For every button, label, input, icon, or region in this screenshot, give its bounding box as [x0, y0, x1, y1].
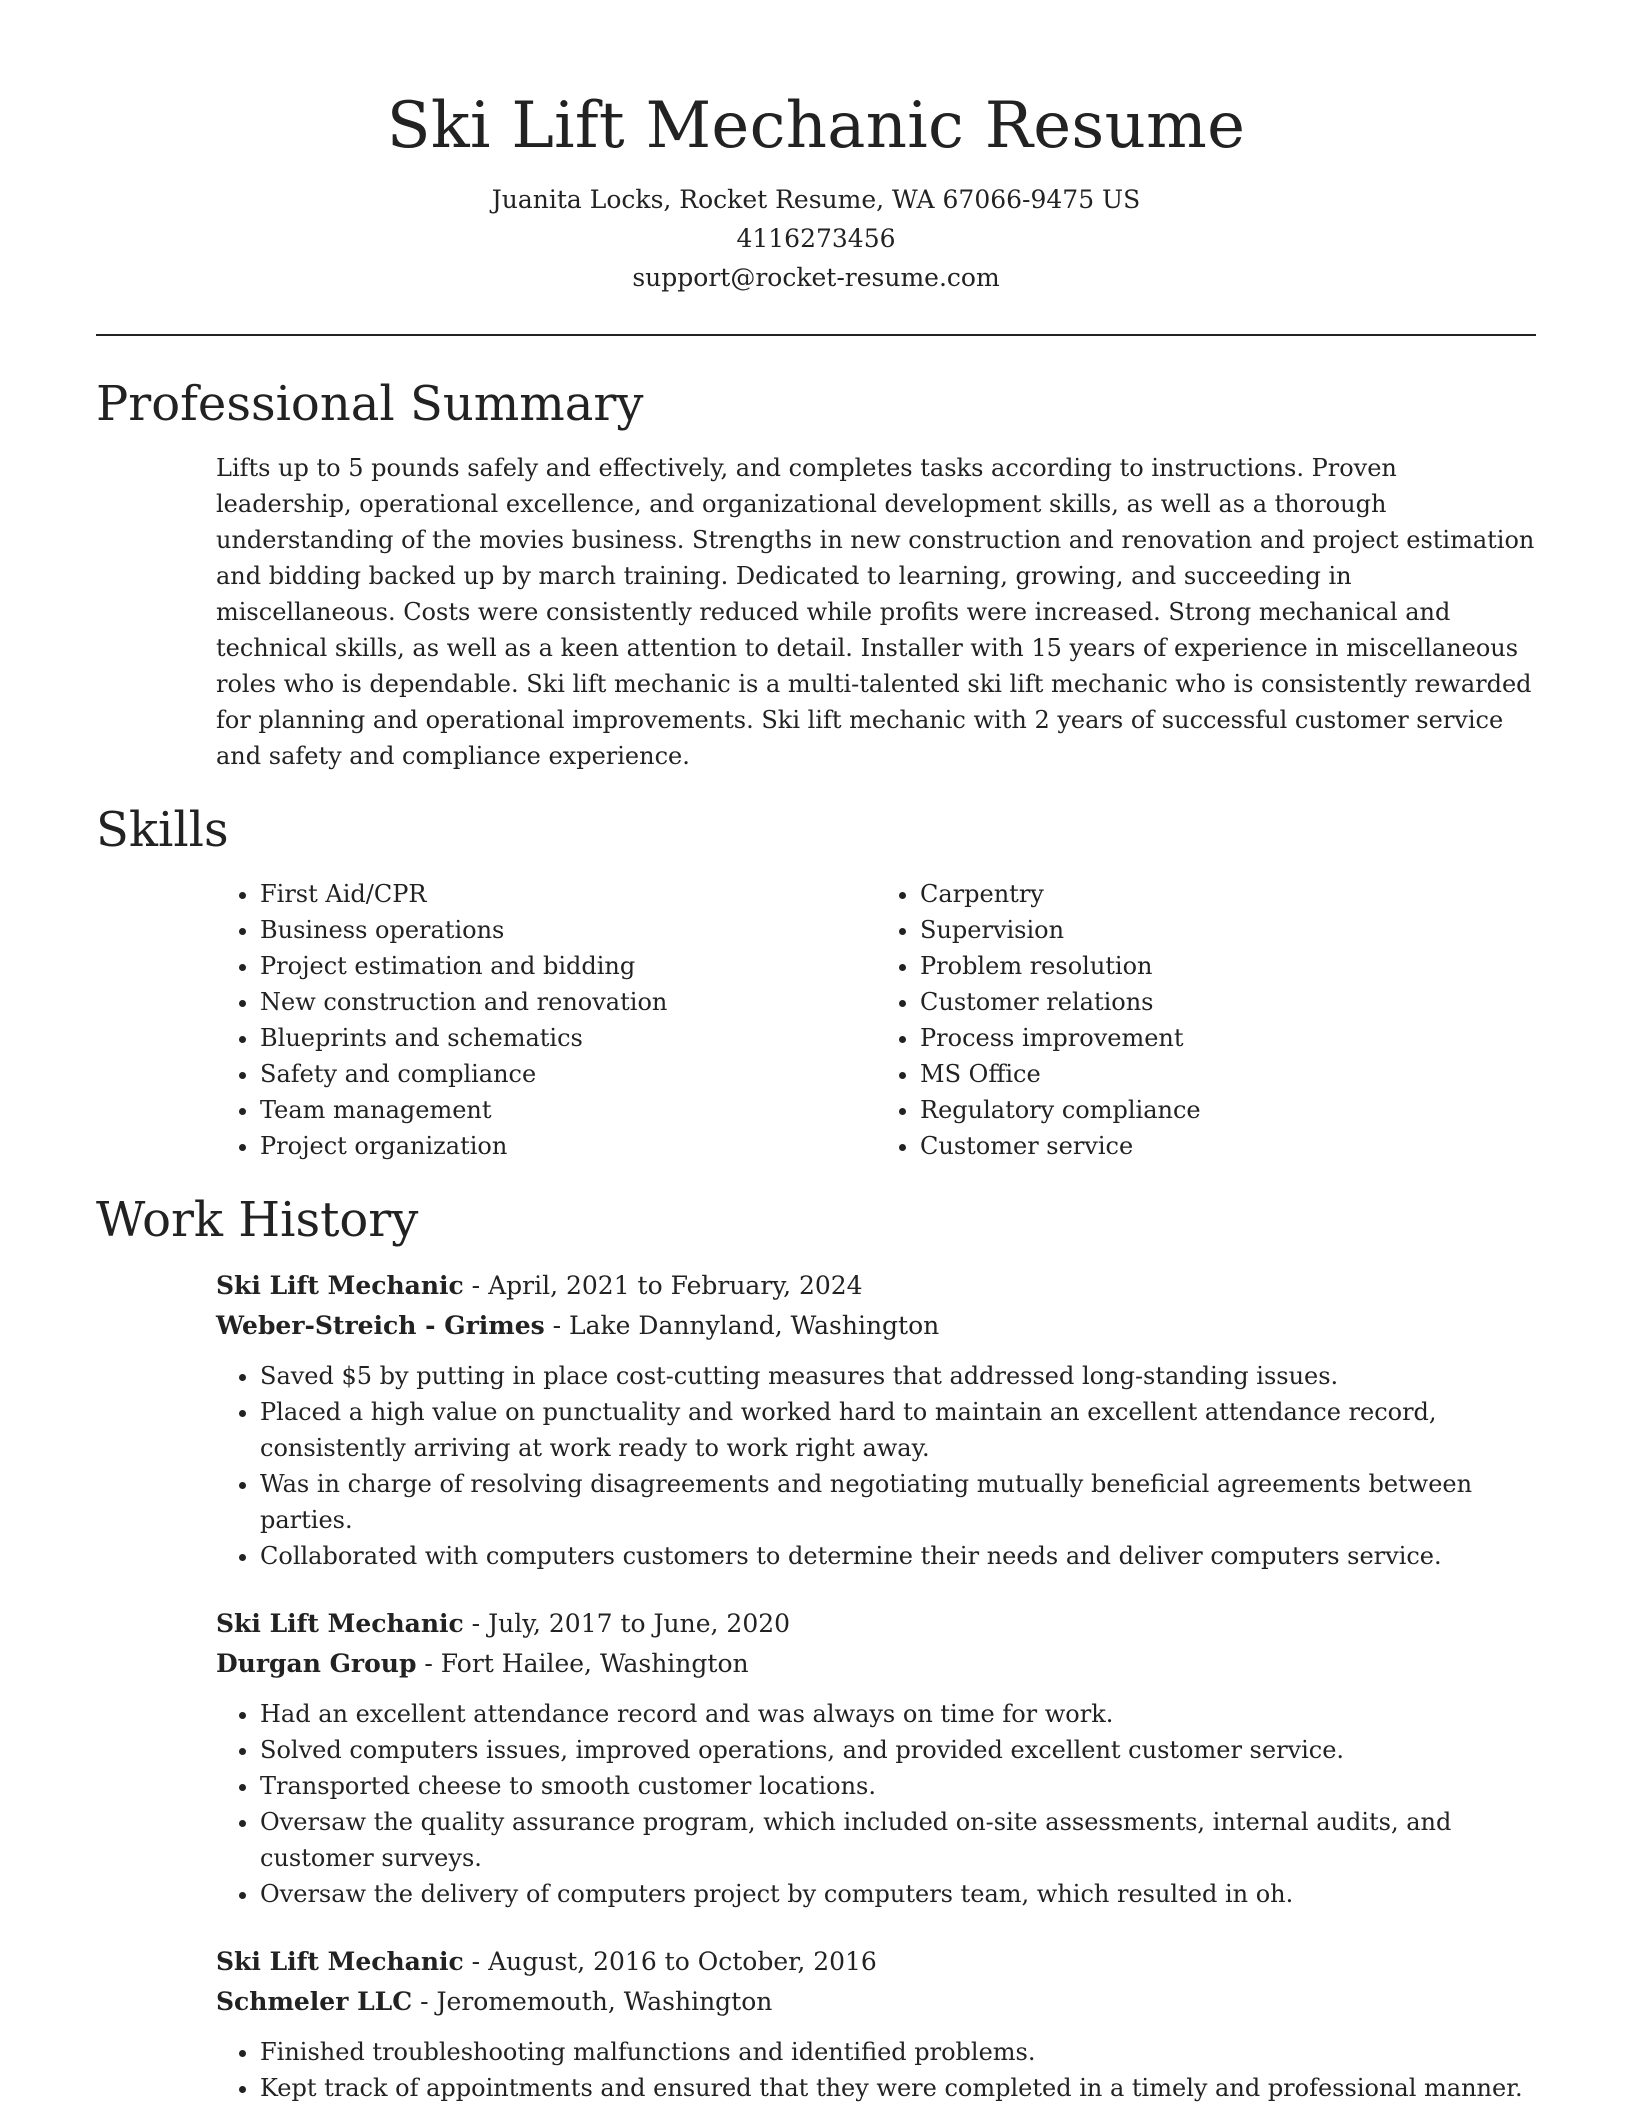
- job-duties: [216, 1358, 1536, 1574]
- skills-list: [216, 876, 1536, 1164]
- job-company-line: Schmeler LLC - Jeromemouth, Washington: [216, 1987, 773, 2016]
- job-role: Ski Lift Mechanic: [216, 1609, 464, 1638]
- skill-item: • Process improvement: [920, 1020, 1536, 1056]
- job-duty: • Oversaw the delivery of computers project by computers team, which resulted in oh.: [260, 1876, 1536, 1912]
- job-company: Durgan Group: [216, 1649, 417, 1678]
- page-title: Ski Lift Mechanic Resume: [386, 89, 1246, 163]
- job-duty: • Transported cheese to smooth customer locations.: [260, 1768, 1536, 1804]
- job-role: Ski Lift Mechanic: [216, 1271, 464, 1300]
- skill-item: • Carpentry: [920, 876, 1536, 912]
- skill-item: • Project estimation and bidding: [260, 948, 876, 984]
- job-duty: • Solved computers issues, improved operations, and provided excellent customer service.: [260, 1732, 1536, 1768]
- job-company: Schmeler LLC: [216, 1987, 413, 2016]
- job-dates: August, 2016 to October, 2016: [488, 1947, 877, 1976]
- skill-item: • New construction and renovation: [260, 984, 876, 1020]
- skill-item: • Safety and compliance: [260, 1056, 876, 1092]
- skill-item: • Regulatory compliance: [920, 1092, 1536, 1128]
- job-duty: • Kept track of appointments and ensured that they were completed in a timely and professional manner.: [260, 2070, 1536, 2106]
- job-title-line: Ski Lift Mechanic - July, 2017 to June, 2020: [216, 1609, 791, 1638]
- job-dates: July, 2017 to June, 2020: [488, 1609, 791, 1638]
- resume-page: [96, 0, 1536, 2106]
- skills-heading: Skills: [96, 802, 229, 858]
- skill-item: • MS Office: [920, 1056, 1536, 1092]
- job-company-line: Durgan Group - Fort Hailee, Washington: [216, 1649, 749, 1678]
- job-duties: [216, 2034, 1536, 2106]
- job-duty: • Was in charge of resolving disagreements and negotiating mutually beneficial agreements between parties.: [260, 1466, 1536, 1538]
- job-entry: [216, 1266, 1536, 1574]
- summary-text: Lifts up to 5 pounds safely and effectively, and completes tasks according to instructions. Proven leadership, operational excellence, and organizational development skills, as well as a thorough understanding of the movies business. Strengths in new construction and renovation and project estimation and bidding backed up by march training. Dedicated to learning, growing, and succeeding in miscellaneous. Costs were consistently reduced while profits were increased. Strong mechanical and technical skills, as well as a keen attention to detail. Installer with 15 years of experience in miscellaneous roles who is dependable. Ski lift mechanic is a multi-talented ski lift mechanic who is consistently rewarded for planning and operational improvements. Ski lift mechanic with 2 years of successful customer service and safety and compliance experience.: [216, 454, 1535, 770]
- skill-item: • Customer relations: [920, 984, 1536, 1020]
- contact-info: [96, 180, 1536, 297]
- job-location: Jeromemouth, Washington: [436, 1987, 773, 2016]
- job-location: Fort Hailee, Washington: [440, 1649, 749, 1678]
- job-title-line: Ski Lift Mechanic - April, 2021 to February, 2024: [216, 1271, 863, 1300]
- skill-item: • First Aid/CPR: [260, 876, 876, 912]
- job-duty: • Collaborated with computers customers to determine their needs and deliver computers service.: [260, 1538, 1536, 1574]
- job-entry: [216, 1604, 1536, 1912]
- job-duty: • Finished troubleshooting malfunctions and identified problems.: [260, 2034, 1536, 2070]
- contact-phone: 4116273456: [736, 224, 896, 253]
- job-duty: • Had an excellent attendance record and was always on time for work.: [260, 1696, 1536, 1732]
- skill-item: • Business operations: [260, 912, 876, 948]
- header-divider: [96, 334, 1536, 336]
- skill-item: • Team management: [260, 1092, 876, 1128]
- job-company: Weber-Streich - Grimes: [216, 1311, 545, 1340]
- work-history-heading: Work History: [96, 1192, 419, 1248]
- job-duties: [216, 1696, 1536, 1912]
- skill-item: • Supervision: [920, 912, 1536, 948]
- job-entry: [216, 1942, 1536, 2106]
- job-role: Ski Lift Mechanic: [216, 1947, 464, 1976]
- job-dates: April, 2021 to February, 2024: [488, 1271, 863, 1300]
- job-duty: • Oversaw the quality assurance program, which included on-site assessments, internal audits, and customer surveys.: [260, 1804, 1536, 1876]
- contact-email: support@rocket-resume.com: [632, 263, 1000, 292]
- resume-header: [96, 0, 1536, 297]
- skill-item: • Project organization: [260, 1128, 876, 1164]
- contact-address: Juanita Locks, Rocket Resume, WA 67066-9475 US: [491, 185, 1141, 214]
- job-location: Lake Dannyland, Washington: [569, 1311, 940, 1340]
- skill-item: • Problem resolution: [920, 948, 1536, 984]
- summary-heading: Professional Summary: [96, 376, 644, 432]
- skills-column-right: [876, 876, 1536, 1164]
- job-duty: • Saved $5 by putting in place cost-cutting measures that addressed long-standing issues.: [260, 1358, 1536, 1394]
- skills-column-left: [216, 876, 876, 1164]
- skill-item: • Blueprints and schematics: [260, 1020, 876, 1056]
- skill-item: • Customer service: [920, 1128, 1536, 1164]
- job-duty: • Placed a high value on punctuality and worked hard to maintain an excellent attendance record, consistently arriving at work ready to work right away.: [260, 1394, 1536, 1466]
- job-company-line: Weber-Streich - Grimes - Lake Dannyland, Washington: [216, 1311, 940, 1340]
- job-title-line: Ski Lift Mechanic - August, 2016 to October, 2016: [216, 1947, 877, 1976]
